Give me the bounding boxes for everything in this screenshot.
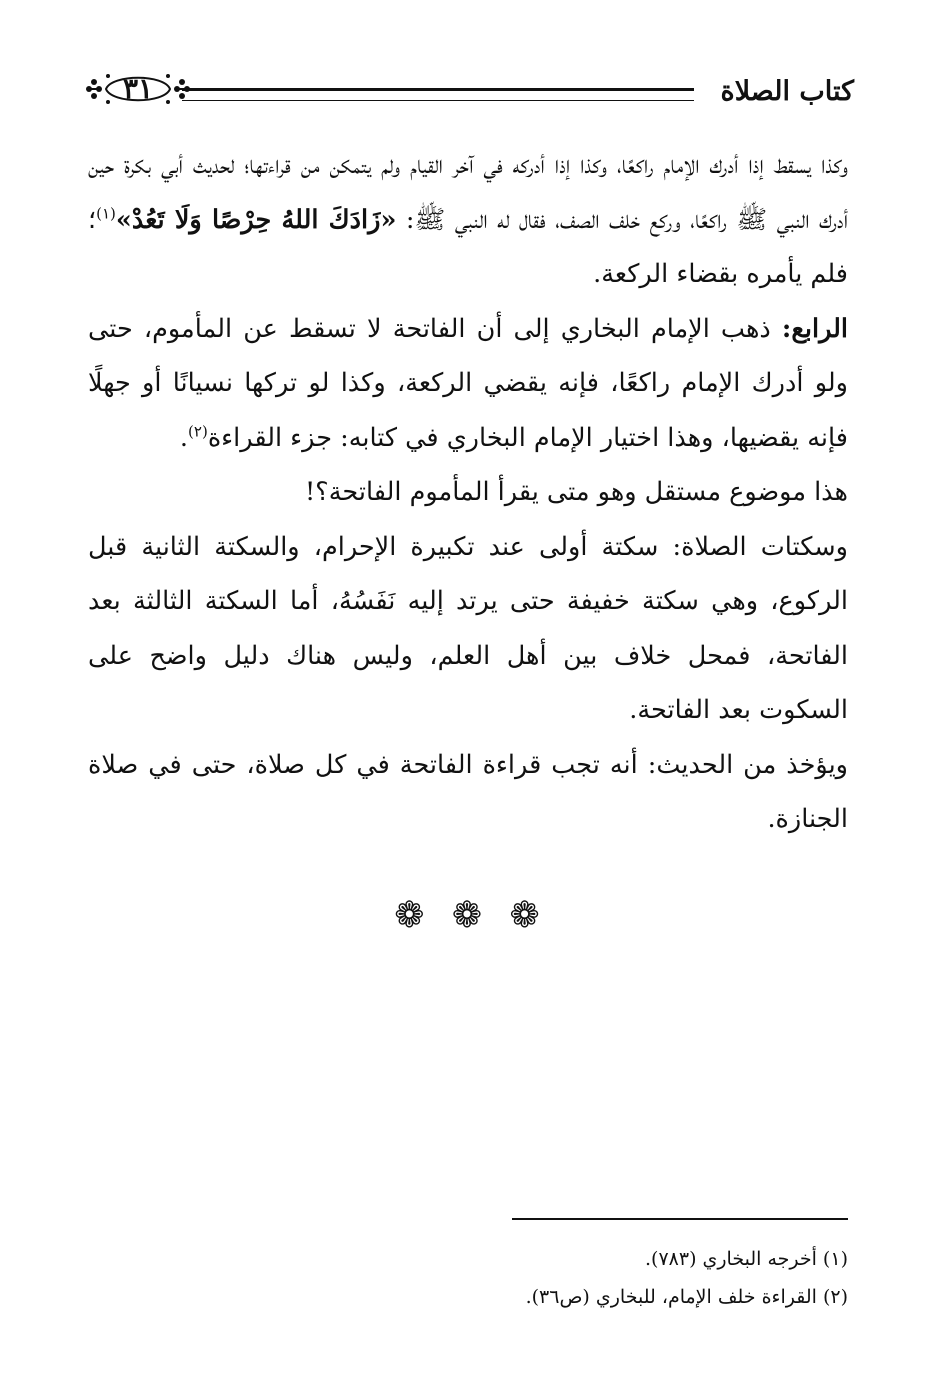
header-rule — [182, 88, 694, 101]
paragraph-3: هذا موضوع مستقل وهو متى يقرأ المأموم الفاتحة؟! — [304, 477, 848, 507]
main-text — [88, 138, 848, 847]
paragraph-2-text-a: ذهب الإمام البخاري إلى أن الفاتحة لا تسقط عن المأموم، حتى ولو أدرك الإمام راكعًا، فإنه يقضي الركعة، وكذا لو تركها نسيانًا أو جهلًا فإنه يقضيها، وهذا اختيار الإمام البخاري في كتابه: جزء القراءة — [88, 313, 848, 453]
section-separator-icon: ❁ ❁ ❁ — [394, 895, 548, 936]
paragraph-4: وسكتات الصلاة: سكتة أولى عند تكبيرة الإحرام، والسكتة الثانية قبل الركوع، وهي سكتة خفيفة حتى يرتد إليه نَفَسُهُ، أما السكتة الثالثة بعد الفاتحة، فمحل خلاف بين أهل العلم، وليس هناك دليل واضح على السكوت بعد الفاتحة. — [88, 531, 848, 725]
chapter-title: كتاب الصلاة — [720, 76, 854, 107]
paragraph-2-label: الرابع: — [781, 313, 848, 344]
footnote-divider — [512, 1218, 848, 1220]
footnote-ref-2[interactable]: (٢) — [188, 422, 208, 440]
hadith-quote: «زَادَكَ اللهُ حِرْصًا وَلَا تَعُدْ» — [115, 204, 397, 235]
page-number: ٣١ — [122, 72, 154, 105]
paragraph-2-text-b: . — [179, 422, 189, 453]
paragraph-1 — [88, 138, 848, 302]
footnote-2: (٢) القراءة خلف الإمام، للبخاري (ص٣٦). — [525, 1286, 848, 1308]
footnotes — [88, 1240, 848, 1316]
paragraph-2 — [88, 302, 848, 466]
paragraph-1-text-a: وكذا يسقط إذا أدرك الإمام راكعًا، وكذا إذا أدركه في آخر القيام ولم يتمكن من قراءتها؛ لحديث أبي بكرة حين أدرك النبي ﷺ راكعًا، وركع خلف الصف، فقال له النبي ﷺ: — [88, 150, 848, 235]
footnote-1: (١) أخرجه البخاري (٧٨٣). — [644, 1248, 848, 1270]
page-number-ornament — [86, 66, 190, 112]
paragraph-5: ويؤخذ من الحديث: أنه تجب قراءة الفاتحة في كل صلاة، حتى في صلاة الجنازة. — [88, 749, 848, 834]
paragraph-1-text-b: ؛ فلم يأمره بقضاء الركعة. — [88, 204, 848, 289]
footnote-ref-1[interactable]: (١) — [96, 204, 116, 222]
page-header — [86, 62, 854, 122]
